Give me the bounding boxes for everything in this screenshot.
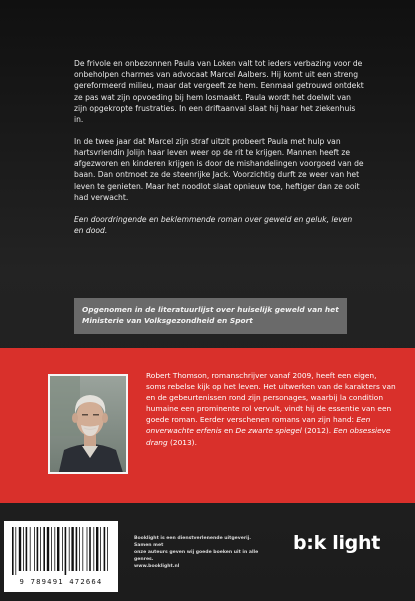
author-bio xyxy=(146,370,398,448)
book-description xyxy=(74,58,364,247)
bio-book-1: Een onverwachte erfenis xyxy=(146,415,371,436)
bio-intro: Robert Thomson, romanschrijver vanaf 2009, heeft een eigen, soms rebelse kijk op het leven. Het uitwerken van de karakters van en de gebeurtenissen rond zijn personages, waarbij la condition humaine een prominente rol vervult, vindt hij de essentie van een goede roman. Eerder verschenen romans van zijn hand: xyxy=(146,371,396,425)
publisher-line-2: onze auteurs geven wij goede boeken uit in alle genres. xyxy=(134,550,259,562)
description-paragraph-2: In de twee jaar dat Marcel zijn straf uitzit probeert Paula met hulp van hartsvriendin Jolijn haar leven weer op de rit te krijgen. Mannen heeft ze afgezworen en kinderen krijgen is door de mishandelingen voorgoed van de baan. Dan ontmoet ze de steenrijke Jack. Voorzichtig durft ze weer van het leven te genieten. Maar het noodlot slaat opnieuw toe, heftiger dan ze ooit had verwacht. xyxy=(74,136,364,202)
isbn-barcode xyxy=(4,521,118,592)
publisher-line-1: Booklight is een dienstverlenende uitgeverij. Samen met xyxy=(134,536,251,548)
author-section xyxy=(0,348,415,503)
bio-book-3: Een obsessieve drang xyxy=(146,426,391,447)
barcode-icon xyxy=(10,527,112,575)
author-photo xyxy=(48,374,128,474)
literature-list-banner: Opgenomen in de literatuurlijst over huiselijk geweld van het Ministerie van Volksgezondheid en Sport xyxy=(74,298,347,334)
isbn-number: 9 789491 472664 xyxy=(19,577,103,586)
bio-year-1: (2012). xyxy=(301,426,334,436)
description-paragraph-1: De frivole en onbezonnen Paula van Loken valt tot ieders verbazing voor de onbeholpen charmes van advocaat Marcel Aalbers. Hij komt uit een streng gereformeerd milieu, maar dat vergeeft ze hem. Eenmaal getrouwd ontdekt ze pas wat zijn opvoeding bij hem losmaakt. Paula wordt het doelwit van zijn opgekropte frustraties. In een driftaanval slaat hij haar het ziekenhuis in. xyxy=(74,59,364,125)
author-portrait-image xyxy=(50,376,128,474)
bio-book-2: De zwarte spiegel xyxy=(235,426,302,436)
publisher-url: www.booklight.nl xyxy=(134,564,180,569)
publisher-info xyxy=(134,535,264,570)
description-tagline: Een doordringende en beklemmende roman over geweld en geluk, leven en dood. xyxy=(74,214,353,235)
booklight-logo: b:k light xyxy=(293,532,380,554)
bio-and: en xyxy=(221,426,236,436)
bio-year-2: (2013). xyxy=(167,437,197,447)
